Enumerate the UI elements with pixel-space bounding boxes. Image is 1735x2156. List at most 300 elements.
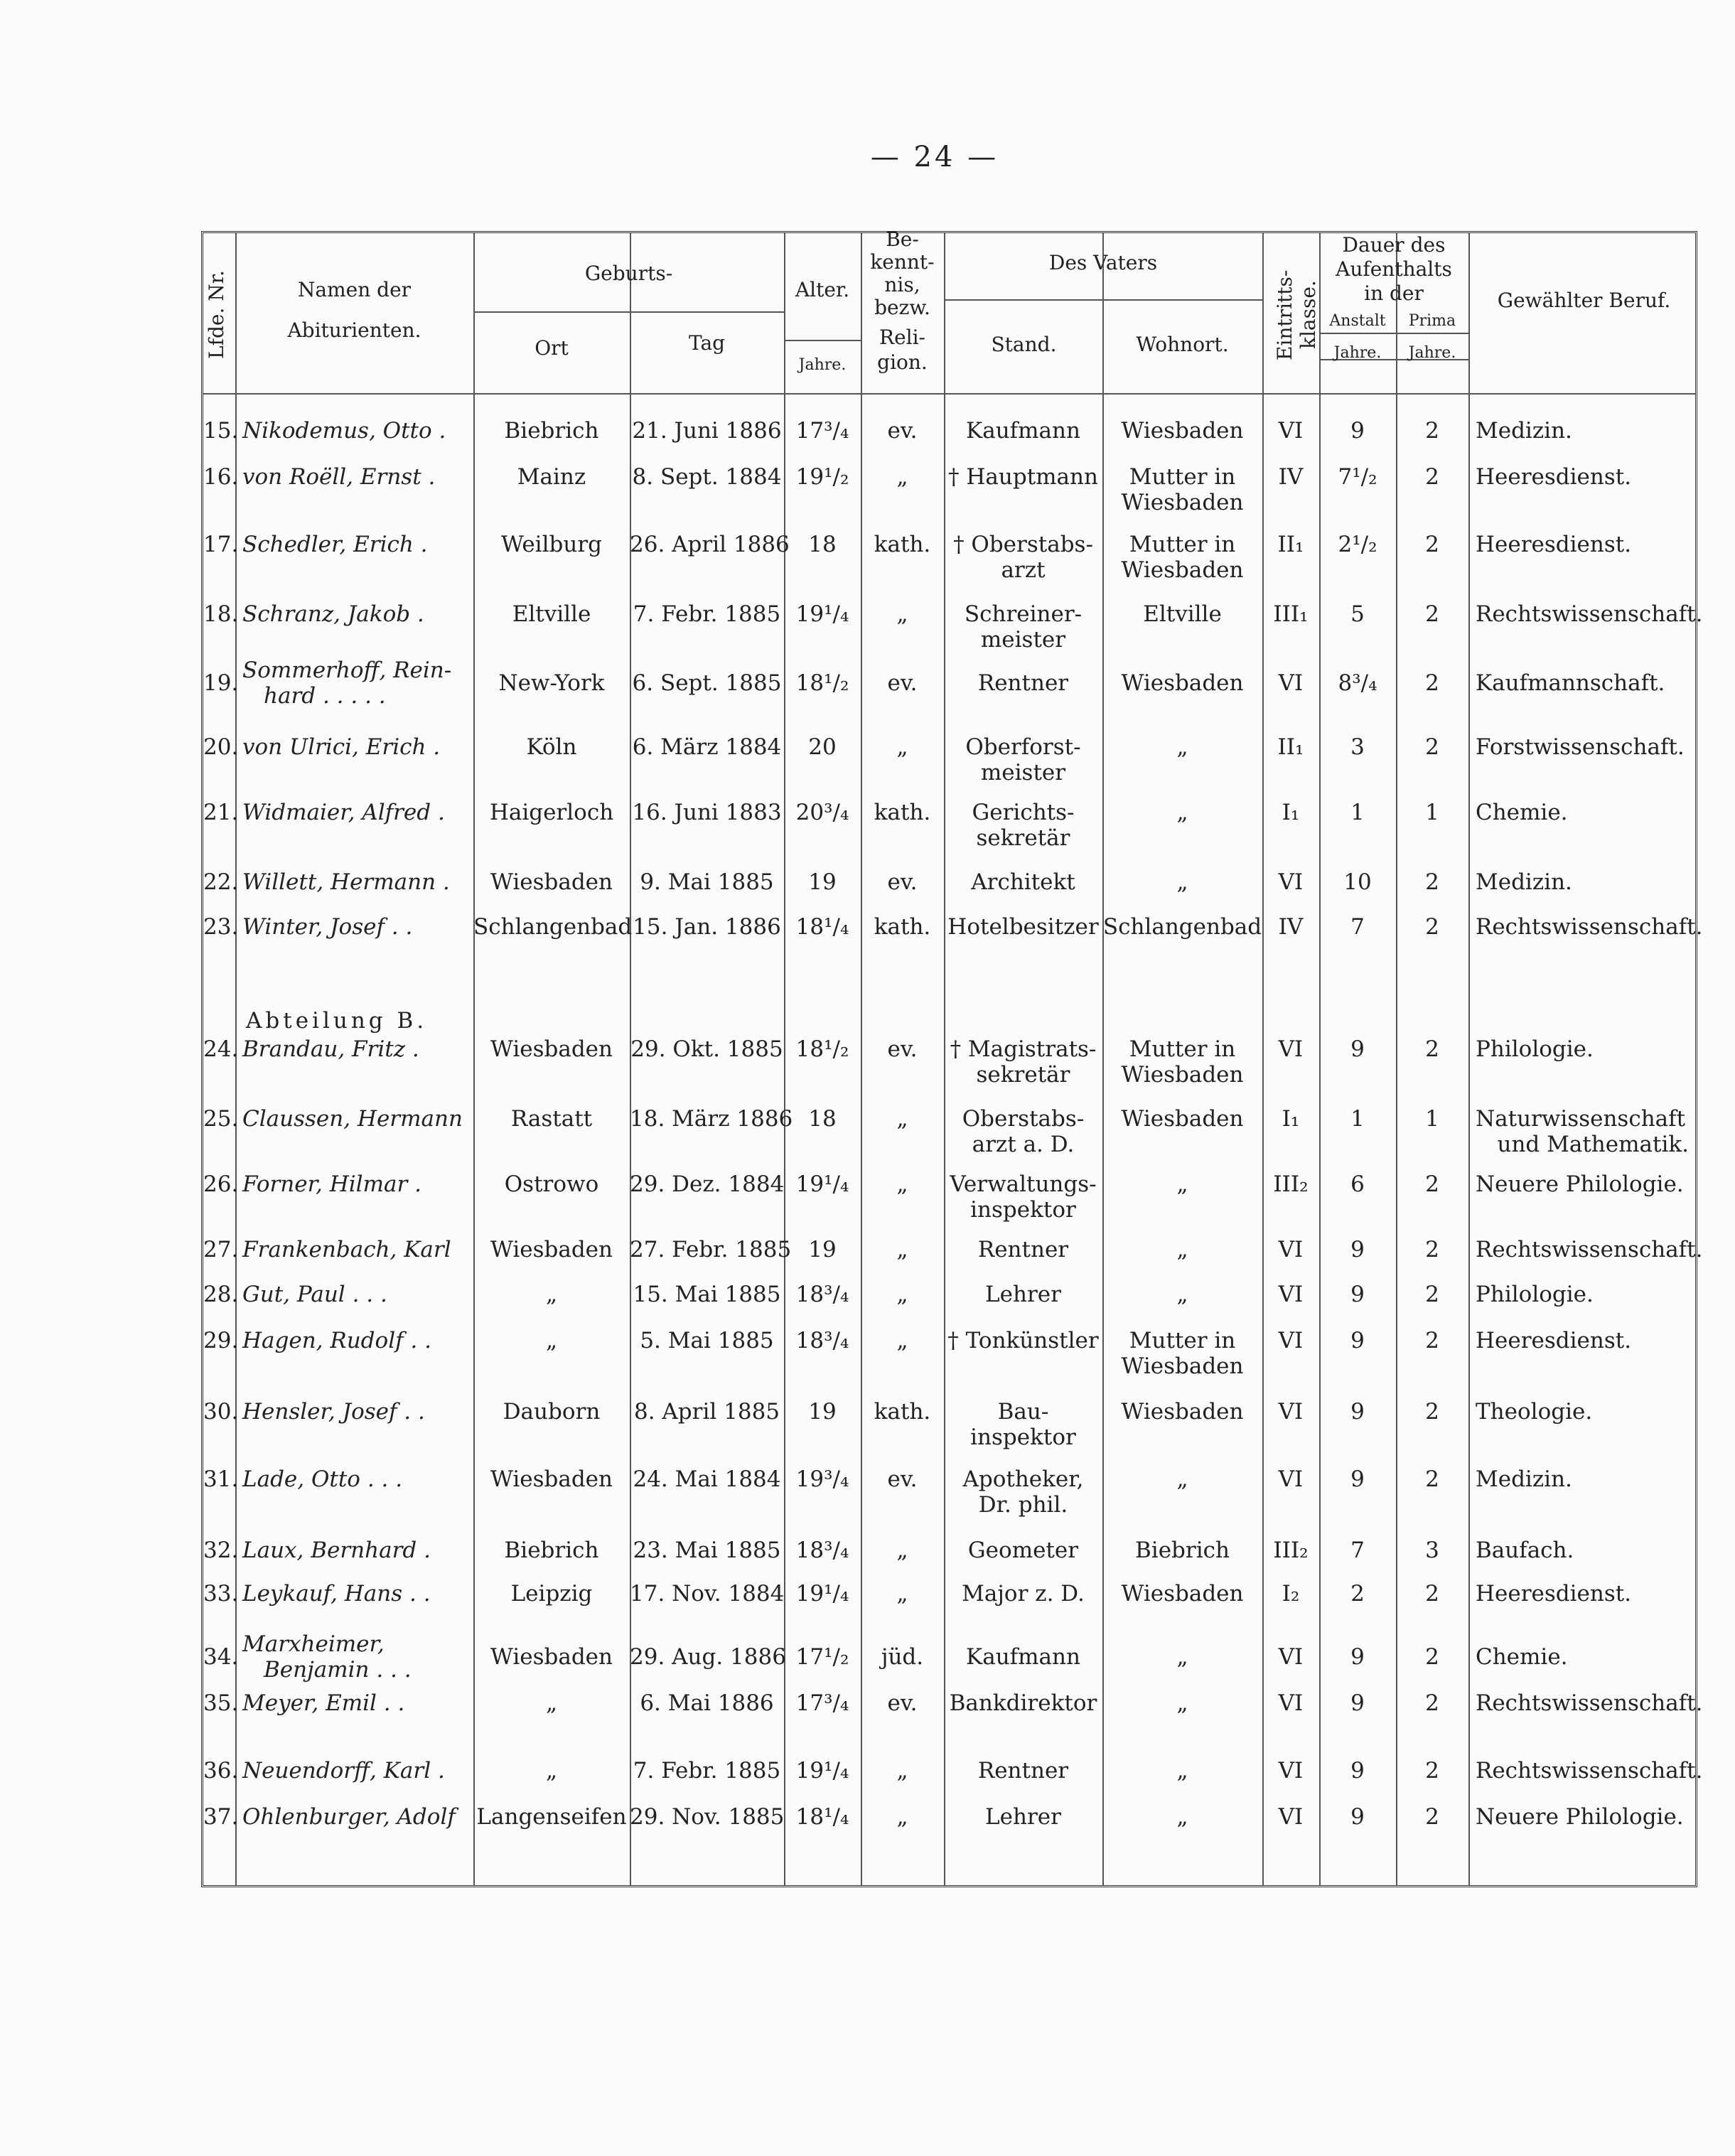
cell-beruf: Rechtswissenschaft. [1476, 1690, 1703, 1716]
cell-anstalt: 9 [1350, 1466, 1365, 1492]
cell-stand: sekretär [976, 1062, 1070, 1088]
cell-rel: „ [896, 1106, 908, 1132]
cell-alter: 18¹/₄ [795, 1804, 849, 1830]
abiturienten-table [201, 227, 1703, 1887]
cell-anstalt: 5 [1350, 601, 1365, 627]
cell-stand: sekretär [976, 825, 1070, 851]
cell-anstalt: 9 [1350, 1237, 1365, 1262]
cell-klasse: VI [1278, 1237, 1304, 1262]
cell-tag: 24. Mai 1884 [633, 1466, 781, 1492]
cell-klasse: VI [1278, 869, 1304, 895]
cell-alter: 19¹/₄ [795, 1758, 849, 1784]
cell-nr: 34. [203, 1644, 239, 1670]
header-eintrittsklasse: Eintritts-klasse. [1273, 269, 1320, 360]
header-tag: Tag [688, 331, 726, 355]
cell-beruf: Rechtswissenschaft. [1476, 601, 1703, 627]
header-namen-line2: Abiturienten. [287, 318, 421, 342]
cell-beruf: Baufach. [1476, 1538, 1574, 1563]
header-namen-line1: Namen der [297, 278, 412, 301]
cell-klasse: I₂ [1282, 1581, 1300, 1607]
cell-stand: meister [980, 760, 1066, 785]
cell-wohnort: „ [1176, 1758, 1188, 1784]
cell-prima: 2 [1425, 1237, 1439, 1262]
cell-prima: 2 [1425, 1758, 1439, 1784]
cell-name: Schranz, Jakob . [242, 601, 424, 627]
cell-nr: 27. [203, 1237, 239, 1262]
cell-klasse: IV [1278, 914, 1304, 940]
cell-wohnort: „ [1176, 1644, 1188, 1670]
cell-wohnort: „ [1176, 1171, 1188, 1197]
cell-ort: Wiesbaden [490, 869, 613, 895]
cell-name: Claussen, Hermann [242, 1106, 463, 1132]
cell-prima: 2 [1425, 914, 1439, 940]
cell-rel: ev. [887, 869, 918, 895]
cell-stand: Schreiner- [964, 601, 1083, 627]
cell-tag: 7. Febr. 1885 [633, 601, 781, 627]
cell-wohnort: Wiesbaden [1121, 670, 1244, 696]
section-abteilung-b: Abteilung B. [246, 1008, 428, 1034]
header-bekenntnis-4: bezw. [874, 296, 930, 319]
cell-prima: 2 [1425, 1804, 1439, 1830]
cell-tag: 29. Okt. 1885 [630, 1036, 783, 1062]
cell-wohnort: „ [1176, 1804, 1188, 1830]
cell-nr: 20. [203, 734, 239, 760]
cell-alter: 18³/₄ [795, 1538, 849, 1563]
cell-rel: „ [896, 1328, 908, 1353]
cell-stand: arzt [1001, 557, 1046, 583]
cell-stand: Rentner [977, 1237, 1069, 1262]
cell-name: Frankenbach, Karl [242, 1237, 451, 1262]
cell-name: Benjamin . . . [264, 1657, 412, 1683]
cell-tag: 8. Sept. 1884 [632, 464, 782, 490]
cell-name: Gut, Paul . . . [242, 1282, 387, 1307]
cell-klasse: IV [1278, 464, 1304, 490]
cell-ort: Rastatt [510, 1106, 593, 1132]
header-prima-jahre: Jahre. [1408, 344, 1456, 362]
header-anstalt-jahre: Jahre. [1333, 344, 1382, 362]
cell-klasse: VI [1278, 670, 1304, 696]
cell-rel: kath. [874, 1399, 931, 1425]
cell-wohnort: Mutter in [1129, 464, 1236, 490]
cell-anstalt: 9 [1350, 1282, 1365, 1307]
cell-beruf: Chemie. [1476, 1644, 1568, 1670]
cell-nr: 23. [203, 914, 239, 940]
cell-prima: 2 [1425, 1690, 1439, 1716]
cell-nr: 33. [203, 1581, 239, 1607]
cell-tag: 6. März 1884 [632, 734, 782, 760]
cell-nr: 26. [203, 1171, 239, 1197]
cell-tag: 15. Jan. 1886 [633, 914, 781, 940]
cell-alter: 17¹/₂ [795, 1644, 849, 1670]
cell-alter: 19³/₄ [795, 1466, 849, 1492]
cell-stand: Geometer [967, 1538, 1079, 1563]
cell-wohnort: Wiesbaden [1121, 557, 1244, 583]
cell-alter: 20³/₄ [795, 800, 849, 825]
cell-ort: Wiesbaden [490, 1466, 613, 1492]
cell-prima: 2 [1425, 1171, 1439, 1197]
cell-prima: 2 [1425, 869, 1439, 895]
cell-anstalt: 7¹/₂ [1338, 464, 1377, 490]
header-alter: Alter. [795, 278, 850, 301]
cell-beruf: Theologie. [1476, 1399, 1593, 1425]
cell-stand: meister [980, 627, 1066, 653]
header-geburts: Geburts- [584, 262, 673, 285]
cell-name: Marxheimer, [242, 1631, 385, 1657]
cell-name: Sommerhoff, Rein- [242, 658, 452, 683]
cell-prima: 1 [1425, 1106, 1439, 1132]
cell-rel: „ [896, 1171, 908, 1197]
header-beruf: Gewählter Beruf. [1497, 289, 1671, 312]
header-alter-jahre: Jahre. [798, 356, 847, 374]
cell-rel: „ [896, 1538, 908, 1563]
cell-name: von Ulrici, Erich . [242, 734, 441, 760]
cell-tag: 27. Febr. 1885 [630, 1237, 792, 1262]
cell-tag: 29. Nov. 1885 [630, 1804, 785, 1830]
cell-tag: 5. Mai 1885 [640, 1328, 774, 1353]
cell-anstalt: 1 [1350, 1106, 1365, 1132]
cell-alter: 19 [808, 1399, 837, 1425]
cell-nr: 35. [203, 1690, 239, 1716]
cell-wohnort: Mutter in [1129, 532, 1236, 557]
cell-klasse: VI [1278, 1036, 1304, 1062]
cell-rel: ev. [887, 1036, 918, 1062]
cell-tag: 16. Juni 1883 [632, 800, 782, 825]
cell-stand: Kaufmann [966, 1644, 1080, 1670]
cell-stand: Bankdirektor [949, 1690, 1097, 1716]
page-number: — 24 — [870, 141, 999, 173]
cell-anstalt: 9 [1350, 1804, 1365, 1830]
cell-tag: 17. Nov. 1884 [630, 1581, 785, 1607]
cell-stand: Rentner [977, 1758, 1069, 1784]
cell-nr: 25. [203, 1106, 239, 1132]
cell-ort: New-York [498, 670, 605, 696]
cell-anstalt: 10 [1343, 869, 1372, 895]
cell-klasse: VI [1278, 1690, 1304, 1716]
cell-klasse: VI [1278, 1328, 1304, 1353]
cell-stand: Hotelbesitzer [947, 914, 1099, 940]
header-bekenntnis-5: Reli- [879, 326, 926, 349]
cell-name: Schedler, Erich . [242, 532, 428, 557]
cell-stand: Major z. D. [962, 1581, 1085, 1607]
cell-name: von Roëll, Ernst . [242, 464, 436, 490]
cell-prima: 2 [1425, 1581, 1439, 1607]
cell-wohnort: „ [1176, 1466, 1188, 1492]
cell-stand: Rentner [977, 670, 1069, 696]
cell-klasse: III₂ [1273, 1538, 1309, 1563]
cell-rel: ev. [887, 1466, 918, 1492]
header-prima: Prima [1408, 312, 1456, 330]
cell-alter: 18³/₄ [795, 1328, 849, 1353]
cell-stand: Lehrer [985, 1282, 1061, 1307]
cell-prima: 2 [1425, 1328, 1439, 1353]
cell-name: Leykauf, Hans . . [242, 1581, 431, 1607]
cell-stand: Dr. phil. [978, 1492, 1068, 1518]
header-bekenntnis-3: nis, [884, 273, 920, 296]
cell-stand: Oberforst- [965, 734, 1081, 760]
cell-beruf: Forstwissenschaft. [1476, 734, 1685, 760]
cell-anstalt: 7 [1350, 914, 1365, 940]
cell-stand: Apotheker, [962, 1466, 1084, 1492]
cell-prima: 2 [1425, 1644, 1439, 1670]
cell-rel: kath. [874, 532, 931, 557]
cell-name: Laux, Bernhard . [242, 1538, 431, 1563]
cell-name: Winter, Josef . . [242, 914, 413, 940]
header-wohnort: Wohnort. [1136, 333, 1229, 356]
cell-tag: 7. Febr. 1885 [633, 1758, 781, 1784]
cell-stand: Kaufmann [966, 418, 1080, 444]
cell-prima: 1 [1425, 800, 1439, 825]
cell-nr: 17. [203, 532, 239, 557]
cell-beruf: Neuere Philologie. [1476, 1804, 1684, 1830]
cell-wohnort: Wiesbaden [1121, 418, 1244, 444]
cell-name: Nikodemus, Otto . [242, 418, 446, 444]
cell-ort: „ [545, 1758, 558, 1784]
cell-klasse: VI [1278, 1282, 1304, 1307]
cell-nr: 18. [203, 601, 239, 627]
cell-alter: 19¹/₄ [795, 601, 849, 627]
cell-wohnort: „ [1176, 734, 1188, 760]
cell-rel: ev. [887, 670, 918, 696]
cell-rel: kath. [874, 914, 931, 940]
cell-ort: Wiesbaden [490, 1237, 613, 1262]
cell-klasse: III₂ [1273, 1171, 1309, 1197]
cell-nr: 21. [203, 800, 239, 825]
cell-ort: Schlangenbad [473, 914, 633, 940]
cell-wohnort: Wiesbaden [1121, 490, 1244, 515]
cell-nr: 19. [203, 670, 239, 696]
cell-ort: Dauborn [503, 1399, 601, 1425]
cell-klasse: VI [1278, 1399, 1304, 1425]
cell-beruf: Philologie. [1476, 1036, 1594, 1062]
cell-beruf: Kaufmannschaft. [1476, 670, 1665, 696]
cell-rel: kath. [874, 800, 931, 825]
cell-alter: 20 [808, 734, 837, 760]
cell-klasse: VI [1278, 1466, 1304, 1492]
header-lfde-nr: Lfde. Nr. [205, 270, 228, 360]
cell-wohnort: Wiesbaden [1121, 1581, 1244, 1607]
cell-stand: † Hauptmann [948, 464, 1098, 490]
cell-stand: Bau- [997, 1399, 1049, 1425]
cell-wohnort: Wiesbaden [1121, 1106, 1244, 1132]
cell-klasse: VI [1278, 1758, 1304, 1784]
cell-prima: 2 [1425, 734, 1439, 760]
cell-tag: 26. April 1886 [630, 532, 790, 557]
cell-beruf: Chemie. [1476, 800, 1568, 825]
cell-prima: 2 [1425, 464, 1439, 490]
cell-rel: ev. [887, 1690, 918, 1716]
cell-wohnort: „ [1176, 1690, 1188, 1716]
cell-alter: 18 [808, 532, 837, 557]
cell-anstalt: 1 [1350, 800, 1365, 825]
cell-anstalt: 9 [1350, 1758, 1365, 1784]
cell-rel: „ [896, 1237, 908, 1262]
cell-beruf: Medizin. [1476, 418, 1572, 444]
cell-beruf: Medizin. [1476, 869, 1572, 895]
cell-name: Ohlenburger, Adolf [242, 1804, 456, 1830]
cell-name: Meyer, Emil . . [242, 1690, 405, 1716]
cell-prima: 2 [1425, 601, 1439, 627]
cell-nr: 37. [203, 1804, 239, 1830]
cell-prima: 2 [1425, 670, 1439, 696]
cell-anstalt: 7 [1350, 1538, 1365, 1563]
cell-ort: Langenseifen [476, 1804, 627, 1830]
cell-nr: 36. [203, 1758, 239, 1784]
cell-tag: 21. Juni 1886 [632, 418, 782, 444]
cell-tag: 15. Mai 1885 [633, 1282, 781, 1307]
header-bekenntnis-6: gion. [877, 350, 928, 374]
cell-anstalt: 9 [1350, 1690, 1365, 1716]
cell-klasse: VI [1278, 418, 1304, 444]
cell-ort: Wiesbaden [490, 1644, 613, 1670]
cell-wohnort: „ [1176, 1282, 1188, 1307]
cell-beruf: Heeresdienst. [1476, 532, 1632, 557]
cell-name: Widmaier, Alfred . [242, 800, 445, 825]
cell-nr: 24. [203, 1036, 239, 1062]
cell-wohnort: „ [1176, 800, 1188, 825]
cell-wohnort: Mutter in [1129, 1036, 1236, 1062]
cell-klasse: I₁ [1282, 800, 1300, 825]
cell-anstalt: 6 [1350, 1171, 1365, 1197]
cell-stand: † Magistrats- [950, 1036, 1097, 1062]
cell-name: Forner, Hilmar . [242, 1171, 421, 1197]
cell-beruf: und Mathematik. [1497, 1132, 1689, 1157]
cell-anstalt: 3 [1350, 734, 1365, 760]
cell-alter: 17³/₄ [795, 418, 849, 444]
cell-stand: Oberstabs- [962, 1106, 1085, 1132]
cell-alter: 19¹/₄ [795, 1171, 849, 1197]
cell-klasse: II₁ [1277, 734, 1304, 760]
cell-tag: 29. Dez. 1884 [630, 1171, 785, 1197]
cell-nr: 31. [203, 1466, 239, 1492]
cell-beruf: Rechtswissenschaft. [1476, 914, 1703, 940]
cell-alter: 18³/₄ [795, 1282, 849, 1307]
cell-ort: „ [545, 1282, 558, 1307]
cell-alter: 18 [808, 1106, 837, 1132]
cell-ort: Köln [526, 734, 577, 760]
cell-tag: 18. März 1886 [630, 1106, 793, 1132]
cell-ort: Mainz [517, 464, 586, 490]
cell-prima: 2 [1425, 1036, 1439, 1062]
header-dauer-1: Dauer des [1342, 233, 1446, 257]
cell-nr: 15. [203, 418, 239, 444]
cell-tag: 9. Mai 1885 [640, 869, 774, 895]
cell-ort: „ [545, 1328, 558, 1353]
cell-stand: Lehrer [985, 1804, 1061, 1830]
cell-anstalt: 2 [1350, 1581, 1365, 1607]
cell-stand: Architekt [971, 869, 1075, 895]
cell-alter: 19 [808, 869, 837, 895]
cell-tag: 29. Aug. 1886 [630, 1644, 786, 1670]
cell-ort: Ostrowo [504, 1171, 599, 1197]
cell-anstalt: 2¹/₂ [1338, 532, 1377, 557]
cell-anstalt: 8³/₄ [1338, 670, 1377, 696]
header-dauer-2: Aufenthalts [1336, 257, 1452, 281]
cell-beruf: Heeresdienst. [1476, 1581, 1632, 1607]
cell-ort: Biebrich [504, 418, 599, 444]
cell-klasse: VI [1278, 1644, 1304, 1670]
cell-nr: 16. [203, 464, 239, 490]
cell-rel: „ [896, 464, 908, 490]
cell-prima: 2 [1425, 1399, 1439, 1425]
cell-rel: jüd. [881, 1644, 924, 1670]
cell-anstalt: 9 [1350, 418, 1365, 444]
cell-rel: „ [896, 601, 908, 627]
cell-ort: Biebrich [504, 1538, 599, 1563]
header-des-vaters: Des Vaters [1048, 251, 1158, 274]
cell-stand: inspektor [970, 1197, 1076, 1223]
cell-rel: „ [896, 1804, 908, 1830]
cell-beruf: Neuere Philologie. [1476, 1171, 1684, 1197]
cell-wohnort: Biebrich [1135, 1538, 1230, 1563]
header-ort: Ort [535, 336, 569, 360]
cell-wohnort: Wiesbaden [1121, 1062, 1244, 1088]
cell-beruf: Heeresdienst. [1476, 1328, 1632, 1353]
cell-beruf: Heeresdienst. [1476, 464, 1632, 490]
cell-alter: 19 [808, 1237, 837, 1262]
cell-anstalt: 9 [1350, 1036, 1365, 1062]
cell-alter: 17³/₄ [795, 1690, 849, 1716]
cell-name: Brandau, Fritz . [242, 1036, 419, 1062]
cell-prima: 2 [1425, 1466, 1439, 1492]
cell-rel: ev. [887, 418, 918, 444]
header-stand: Stand. [991, 333, 1057, 356]
cell-ort: Wiesbaden [490, 1036, 613, 1062]
cell-prima: 2 [1425, 1282, 1439, 1307]
cell-name: Willett, Hermann . [242, 869, 450, 895]
cell-alter: 19¹/₄ [795, 1581, 849, 1607]
cell-tag: 23. Mai 1885 [633, 1538, 781, 1563]
cell-klasse: III₁ [1273, 601, 1309, 627]
cell-name: hard . . . . . [264, 683, 386, 709]
cell-beruf: Naturwissenschaft [1476, 1106, 1686, 1132]
cell-alter: 18¹/₂ [795, 670, 849, 696]
cell-name: Lade, Otto . . . [242, 1466, 403, 1492]
cell-stand: † Oberstabs- [953, 532, 1093, 557]
cell-rel: „ [896, 734, 908, 760]
cell-beruf: Medizin. [1476, 1466, 1572, 1492]
cell-nr: 22. [203, 869, 239, 895]
cell-rel: „ [896, 1758, 908, 1784]
cell-wohnort: Mutter in [1129, 1328, 1236, 1353]
cell-klasse: II₁ [1277, 532, 1304, 557]
cell-anstalt: 9 [1350, 1328, 1365, 1353]
cell-name: Neuendorff, Karl . [242, 1758, 445, 1784]
cell-alter: 18¹/₄ [795, 914, 849, 940]
cell-klasse: I₁ [1282, 1106, 1300, 1132]
cell-anstalt: 9 [1350, 1399, 1365, 1425]
cell-beruf: Rechtswissenschaft. [1476, 1758, 1703, 1784]
cell-stand: † Tonkünstler [947, 1328, 1099, 1353]
cell-name: Hagen, Rudolf . . [242, 1328, 431, 1353]
cell-stand: Verwaltungs- [950, 1171, 1097, 1197]
cell-beruf: Rechtswissenschaft. [1476, 1237, 1703, 1262]
cell-alter: 18¹/₂ [795, 1036, 849, 1062]
cell-ort: „ [545, 1690, 558, 1716]
cell-wohnort: Wiesbaden [1121, 1399, 1244, 1425]
cell-rel: „ [896, 1581, 908, 1607]
cell-prima: 2 [1425, 532, 1439, 557]
cell-tag: 8. April 1885 [633, 1399, 780, 1425]
cell-ort: Leipzig [510, 1581, 593, 1607]
cell-rel: „ [896, 1282, 908, 1307]
cell-wohnort: Eltville [1143, 601, 1222, 627]
cell-ort: Eltville [512, 601, 591, 627]
cell-ort: Haigerloch [489, 800, 614, 825]
cell-nr: 29. [203, 1328, 239, 1353]
cell-nr: 30. [203, 1399, 239, 1425]
cell-prima: 2 [1425, 418, 1439, 444]
header-bekenntnis-2: kennt- [870, 250, 935, 274]
